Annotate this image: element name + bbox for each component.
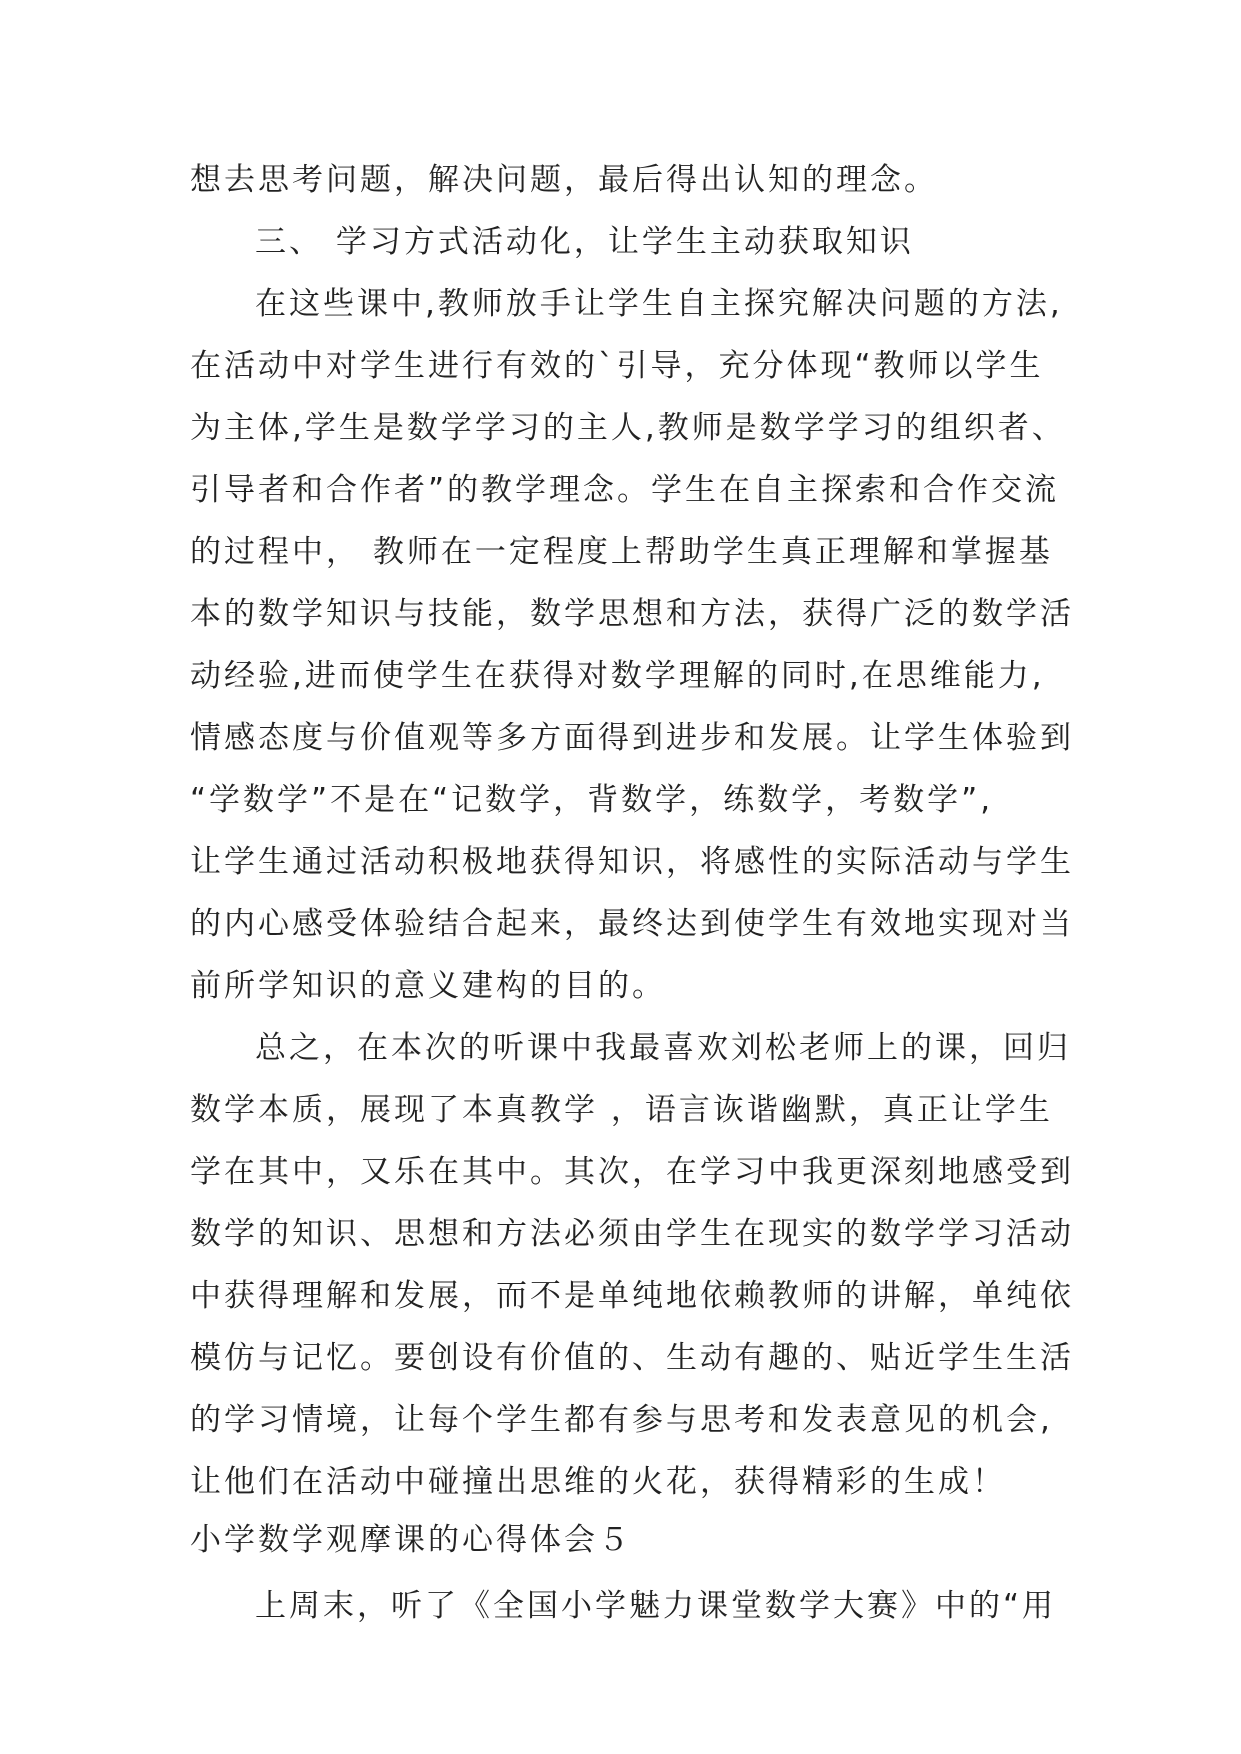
paragraph-line: 的过程中， 教师在一定程度上帮助学生真正理解和掌握基 — [190, 534, 1053, 570]
paragraph-line: 本的数学知识与技能，数学思想和方法，获得广泛的数学活 — [190, 596, 1074, 632]
paragraph-line: 学在其中，又乐在其中。其次，在学习中我更深刻地感受到 — [190, 1154, 1074, 1190]
paragraph-line: 总之，在本次的听课中我最喜欢刘松老师上的课，回归 — [255, 1030, 1071, 1066]
paragraph-line: 中获得理解和发展，而不是单纯地依赖教师的讲解，单纯依 — [190, 1278, 1074, 1314]
paragraph-line: “学数学”不是在“记数学，背数学，练数学，考数学”, — [190, 782, 994, 818]
paragraph-line: 数学的知识、思想和方法必须由学生在现实的数学学习活动 — [190, 1216, 1074, 1252]
paragraph-line: 情感态度与价值观等多方面得到进步和发展。让学生体验到 — [190, 720, 1074, 756]
paragraph-line: 在这些课中,教师放手让学生自主探究解决问题的方法, — [255, 286, 1063, 322]
paragraph-line: 前所学知识的意义建构的目的。 — [190, 968, 666, 1004]
paragraph-line: 让他们在活动中碰撞出思维的火花，获得精彩的生成！ — [190, 1464, 1006, 1500]
paragraph-line: 上周末，听了《全国小学魅力课堂数学大赛》中的“用 — [255, 1588, 1057, 1624]
paragraph-line: 的学习情境，让每个学生都有参与思考和发表意见的机会, — [190, 1402, 1053, 1438]
paragraph-line: 数学本质，展现了本真教学 ，语言诙谐幽默，真正让学生 — [190, 1092, 1053, 1128]
paragraph-line: 让学生通过活动积极地获得知识，将感性的实际活动与学生 — [190, 844, 1074, 880]
paragraph-line: 模仿与记忆。要创设有价值的、生动有趣的、贴近学生生活 — [190, 1340, 1074, 1376]
document-title: 小学数学观摩课的心得体会５ — [190, 1522, 632, 1558]
paragraph-line: 动经验,进而使学生在获得对数学理解的同时,在思维能力, — [190, 658, 1045, 694]
paragraph-line: 的内心感受体验结合起来，最终达到使学生有效地实现对当 — [190, 906, 1074, 942]
paragraph-line: 引导者和合作者”的教学理念。学生在自主探索和合作交流 — [190, 472, 1060, 508]
section-heading: 三、 学习方式活动化，让学生主动获取知识 — [255, 224, 914, 260]
paragraph-line: 在活动中对学生进行有效的`引导，充分体现“教师以学生 — [190, 348, 1044, 384]
paragraph-line: 想去思考问题，解决问题，最后得出认知的理念。 — [190, 162, 938, 198]
paragraph-line: 为主体,学生是数学学习的主人,教师是数学学习的组织者、 — [190, 410, 1066, 446]
